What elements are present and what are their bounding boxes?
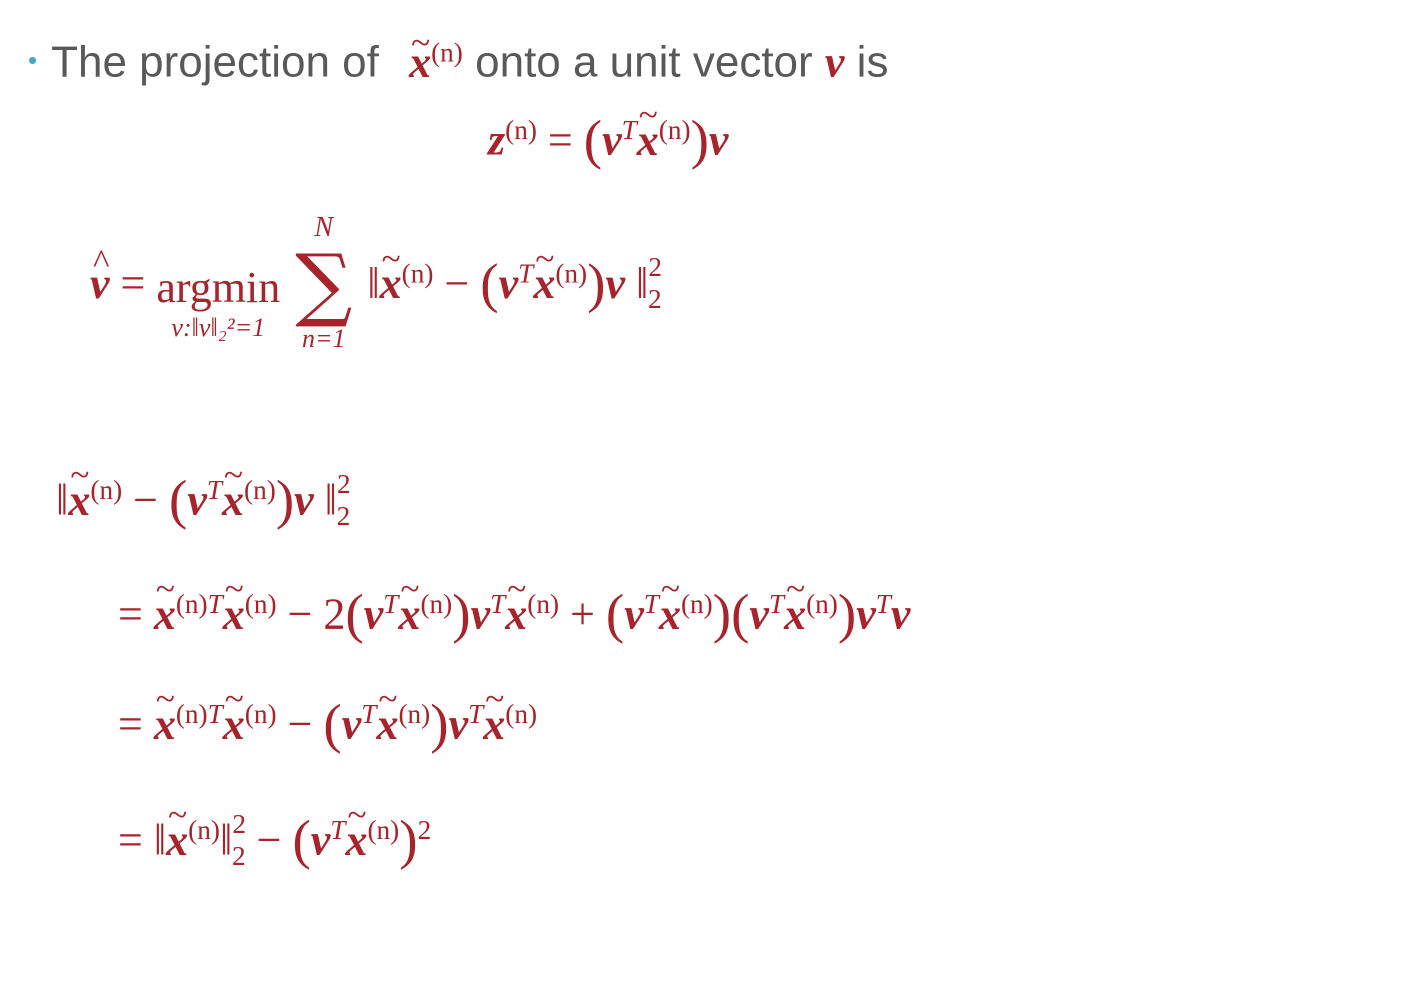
equation-argmin: ^ v = argmin v:‖v‖₂²=1 N ∑ n=1 ‖~ $x^{(n)}$ − ($v^T\sim$ $x^{(n)})v$ ‖$^2_2$ xyxy=(90,212,662,354)
equation-step-2: = ~ $x^{(n)T}\sim$ $x^{(n)}$ − ($v^T\sim$ $x^{(n)})v^T\sim$ $x^{(n)}$ xyxy=(118,692,537,755)
equation-step-1: = ~ $x^{(n)T}\sim$ $x^{(n)}$ − $2(v^T\sim$ $x^{(n)})v^T\sim$ $x^{(n)}$ + ($v^T\sim$ $x^{(n)})(v^T\sim$ $x^{(n)})v^Tv$ xyxy=(118,582,910,645)
bullet-point-icon: • xyxy=(28,44,38,75)
equation-norm-expansion-lhs: ‖~ $x^{(n)}$ − ($v^T\sim$ $x^{(n)})v$ ‖$^2_2$ xyxy=(56,468,350,532)
equation-step-3: = ‖~ $x^{(n)}‖^2_2$ − ($v^T\sim$ $x^{(n)})^2$ xyxy=(118,808,431,872)
bullet-line xyxy=(28,22,888,93)
equation-projection: $z^{(n)}$ = ($v^T\sim$ $x^{(n)})v$ xyxy=(488,108,728,171)
v-symbol: v xyxy=(824,37,845,87)
bullet-text-middle: onto a unit vector xyxy=(475,37,813,87)
bullet-text-prefix: The projection of xyxy=(51,37,379,87)
bullet-text-suffix: is xyxy=(856,37,889,87)
x-tilde-n-symbol: ~ $x^{(n)}$ xyxy=(409,38,463,87)
